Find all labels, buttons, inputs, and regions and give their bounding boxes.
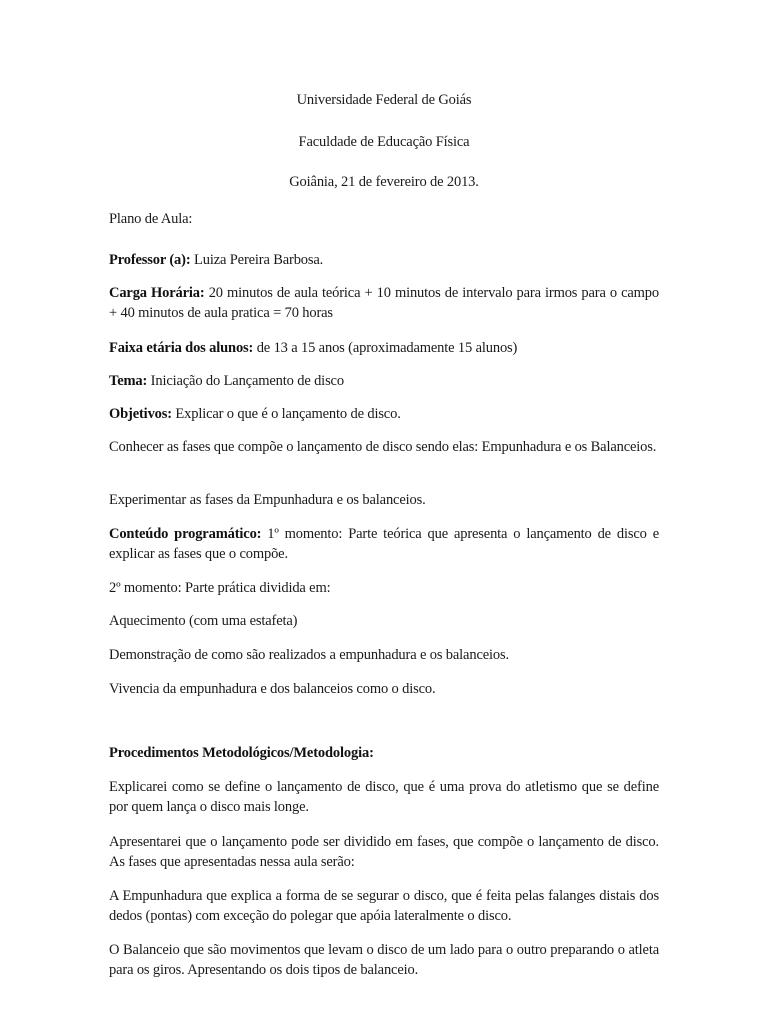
content-paragraph xyxy=(109,524,659,564)
theme-label: Tema: xyxy=(109,373,148,389)
theme-value: Iniciação do Lançamento de disco xyxy=(147,373,344,389)
demonstration-line: Demonstração de como são realizados a empunhadura e os balanceios. xyxy=(109,647,509,663)
professor-line xyxy=(109,250,659,270)
experience-line: Vivencia da empunhadura e dos balanceios como o disco. xyxy=(109,681,436,697)
content-value: 1º momento: Parte teórica que apresenta o lançamento de disco e explicar as fases que o compõe. xyxy=(109,526,659,562)
theme-line xyxy=(109,371,659,391)
moment-2-line: 2º momento: Parte prática dividida em: xyxy=(109,580,331,596)
workload-value: 20 minutos de aula teórica + 10 minutos de intervalo para irmos para o campo + 40 minutos de aula pratica = 70 horas xyxy=(109,285,659,321)
age-range-line xyxy=(109,338,659,358)
procedure-paragraph: Apresentarei que o lançamento pode ser dividido em fases, que compõe o lançamento de disco. As fases que apresentadas nessa aula serão: xyxy=(109,834,659,870)
plan-title: Plano de Aula: xyxy=(109,211,193,227)
objective-3-paragraph: Experimentar as fases da Empunhadura e os balanceios. xyxy=(109,492,426,508)
procedure-paragraph: O Balanceio que são movimentos que levam o disco de um lado para o outro preparando o atleta para os giros. Apresentando os dois tipos de balanceio. xyxy=(109,942,659,978)
objectives-value: Explicar o que é o lançamento de disco. xyxy=(171,406,401,422)
objectives-label: Objetivos: xyxy=(109,406,172,422)
procedure-paragraph: A Empunhadura que explica a forma de se segurar o disco, que é feita pelas falanges distais dos dedos (pontas) com exceção do polegar que apóia lateralmente o disco. xyxy=(109,888,659,924)
professor-label: Professor (a): xyxy=(109,252,191,268)
professor-value: Luiza Pereira Barbosa. xyxy=(190,252,324,268)
procedures-heading xyxy=(109,743,659,763)
procedures-heading-text: Procedimentos Metodológicos/Metodologia: xyxy=(109,745,374,761)
workload-paragraph xyxy=(109,283,659,323)
warmup-line: Aquecimento (com uma estafeta) xyxy=(109,613,298,629)
age-range-value: de 13 a 15 anos (aproximadamente 15 alunos) xyxy=(253,340,518,356)
objectives-line xyxy=(109,404,659,424)
workload-label: Carga Horária: xyxy=(109,285,205,301)
content-label: Conteúdo programático: xyxy=(109,526,262,542)
university-name: Universidade Federal de Goiás xyxy=(296,92,472,108)
objective-2-paragraph: Conhecer as fases que compõe o lançamento de disco sendo elas: Empunhadura e os Balanceios. xyxy=(109,439,657,455)
procedure-paragraph: Explicarei como se define o lançamento de disco, que é uma prova do atletismo que se define por quem lança o disco mais longe. xyxy=(109,779,659,815)
faculty-name: Faculdade de Educação Física xyxy=(298,134,470,150)
age-range-label: Faixa etária dos alunos: xyxy=(109,340,254,356)
date-line: Goiânia, 21 de fevereiro de 2013. xyxy=(289,174,479,190)
